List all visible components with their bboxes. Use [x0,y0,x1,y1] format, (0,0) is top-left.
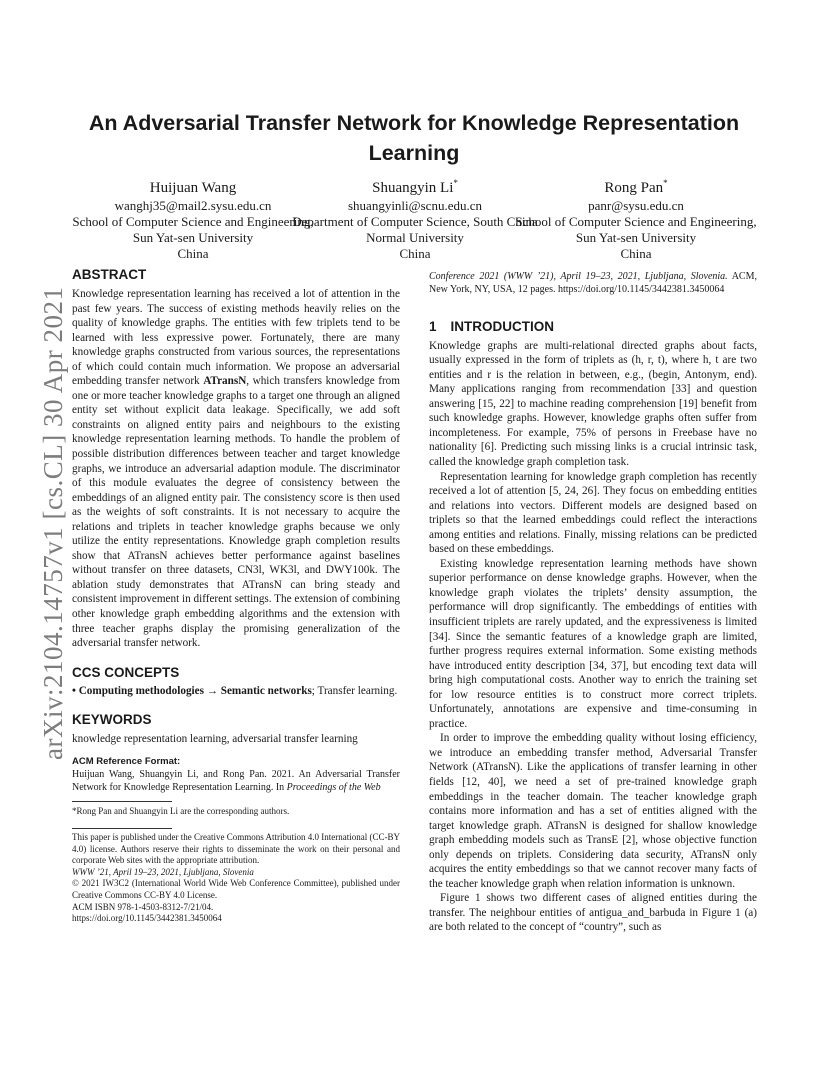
author-affiliation: Department of Computer Science, South China Normal University [292,214,538,245]
abstract-text: Knowledge representation learning has received a lot of attention in the past few years. The success of existing methods heavily relies on the quality of knowledge graphs. The entities with few triplets tend to be learned with less expressive power. Fortunately, there are many knowledge graphs constructed from various sources, the representations of which could contain much information. We propose an adversarial embedding transfer network ATransN, which transfers knowledge from one or more teacher knowledge graphs to a target one through an aligned entity set without explicit data leakage. Specifically, we add soft constraints on aligned entity pairs and neighbours to the existing knowledge representation learning methods. To handle the problem of possible distribution differences between teacher and target knowledge graphs, we introduce an adversarial adaption module. The discriminator of this module evaluates the degree of consistency between the embeddings of an aligned entity pair. The consistency score is then used as the weights of soft constraints. It is not necessary to acquire the relations and triplets in teacher knowledge graphs because we only utilize the entity representations. Knowledge graph completion results show that ATransN achieves better performance against baselines without transfer on three datasets, CN3l, WK3l, and DWY100k. The ablation study demonstrates that ATransN can bring steady and consistent improvement in different settings. The extension of combining other knowledge graph embedding algorithms and the extension with three teacher graphs display the promising generalization of the adversarial transfer network. [72,288,401,650]
footnote: *Rong Pan and Shuangyin Li are the corresponding authors. [72,806,290,817]
author-name: Shuangyin Li* [372,178,458,196]
author-country: China [177,246,209,261]
method-name: ATransN [203,375,247,388]
ccs-term: Computing methodologies → Semantic networks [78,684,312,697]
intro-paragraph-5: Figure 1 shows two different cases of aligned entities during the transfer. The neighbour entities of antigua_and_barbuda in Figure 1 (a) are both related to the concept of “country”, such as [429,892,757,934]
author-email: shuangyinli@scnu.edu.cn [347,198,482,213]
ccs-text: • Computing methodologies → Semantic networks; Transfer learning. [72,684,398,697]
abstract-heading: ABSTRACT [72,267,147,282]
arxiv-stamp [16,286,68,760]
right-column [429,271,757,935]
author-email: panr@sysu.edu.cn [588,198,684,213]
acm-reference-text: Huijuan Wang, Shuangyin Li, and Rong Pan. 2021. An Adversarial Transfer Network for Knowledge Representation Learning. In Proceedings of the Web [72,768,400,793]
author-block-1 [68,179,318,262]
intro-paragraph-2: Representation learning for knowledge graph completion has recently received a lot of attention [5, 24, 26]. They focus on embedding entities and relations into vectors. Different models are designed based on triplets so that the learned embeddings could reflect the interactions among entities and relations. Finally, missing relations can be predicted based on these embeddings. [429,470,757,556]
footnote-rule [72,801,172,802]
license-text: This paper is published under the Creative Commons Attribution 4.0 International (CC-BY 4.0) license. Authors reserve their rights to disseminate the work on their personal and corporate Web sites with the appropriate attribution. [72,831,400,866]
author-affiliation: School of Computer Science and Engineering, Sun Yat-sen University [72,214,314,245]
author-email: wanghj35@mail2.sysu.edu.cn [114,198,272,213]
author-country: China [620,246,652,261]
ccs-heading: CCS CONCEPTS [72,664,180,680]
author-country: China [399,246,431,261]
intro-paragraph-4: In order to improve the embedding quality without losing efficiency, we introduce an embedding transfer method, Adversarial Transfer Network (ATransN). Like the applications of transfer learning in other fields [12, 40], we need a set of pre-trained knowledge graph embeddings in the teacher domain. The teacher knowledge graph contains more information and has a set of entities aligned with the target knowledge graph. ATransN is designed for shallow knowledge graph embedding models such as TransE [2], whose objective function only depends on triplets. Considering data security, ATransN only acquires the entity embeddings so that we cannot recover many facts of the teacher knowledge graph when relation information is unknown. [429,732,757,890]
intro-heading: 1 INTRODUCTION [429,318,555,334]
license-copyright: © 2021 IW3C2 (International World Wide Web Conference Committee), published under Creative Commons CC-BY 4.0 License. [72,878,400,900]
license-isbn: ACM ISBN 978-1-4503-8312-7/21/04. [72,901,214,912]
author-name: Huijuan Wang [149,180,237,196]
author-block-2 [290,179,540,262]
license-block [72,832,400,925]
corresponding-mark: * [453,178,458,188]
intro-paragraph-1: Knowledge graphs are multi-relational directed graphs about facts, usually expressed in the form of triplets as (h, r, t), where h, t are two entities and r is the relation in between, e.g., (begin, Antonym, end). Many applications ranging from recommendation [33] and question answering [15, 22] to machine reading comprehension [19] benefit from such knowledge graphs. However, knowledge graphs often suffer from incompleteness. For example, 75% of persons in Freebase have no nationality [6]. Predicting such missing links is a crucial intrinsic task, called the knowledge graph completion task. [429,339,757,468]
acm-reference-continuation: Conference 2021 (WWW ’21), April 19–23, 2021, Ljubljana, Slovenia. ACM, New York, NY, USA, 12 pages. https://doi.org/10.1145/3442381.3450064 [429,271,757,295]
intro-paragraph-3: Existing knowledge representation learning methods have shown superior performance on dense knowledge graphs. However, when the knowledge graph violates the triplets’ density assumption, the performance will drop significantly. The embeddings of entities with insufficient triplets are rarely updated, and the expressiveness is limited [34]. Since the semantic features of a knowledge graph are limited, further progress requires external information. Some existing methods have introduced entity description [34, 37], but encoding text data will bring high computational costs. Another way to enrich the training set for low resource entities is to construct more correct triplets. Unfortunately, annotations are expensive and time-consuming in practice. [429,557,757,730]
corresponding-mark: * [663,178,668,188]
author-affiliation: School of Computer Science and Engineering, Sun Yat-sen University [515,214,757,245]
acm-reference-heading: ACM Reference Format: [72,755,181,767]
keywords-heading: KEYWORDS [72,712,152,728]
left-column [72,266,400,925]
keywords-text: knowledge representation learning, adversarial transfer learning [72,733,358,746]
license-doi: https://doi.org/10.1145/3442381.3450064 [72,913,222,924]
license-rule [72,828,172,829]
arxiv-stamp-text: arXiv:2104.14757v1 [cs.CL] 30 Apr 2021 [38,286,68,760]
license-venue: WWW ’21, April 19–23, 2021, Ljubljana, Slovenia [72,866,254,877]
author-name: Rong Pan* [604,178,668,196]
author-block-3 [511,179,761,262]
paper-title: An Adversarial Transfer Network for Knowledge Representation Learning [88,111,740,165]
